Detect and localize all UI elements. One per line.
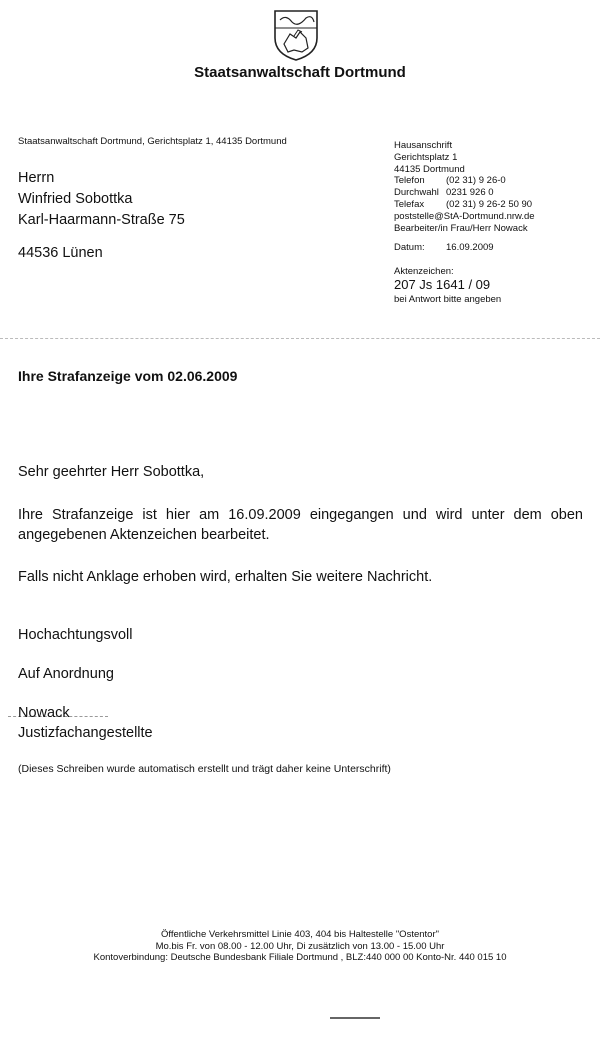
- file-number: 207 Js 1641 / 09: [394, 277, 491, 292]
- letter-order: Auf Anordnung: [18, 666, 114, 682]
- info-street: Gerichtsplatz 1: [394, 151, 458, 163]
- letter-date: [394, 242, 494, 253]
- signer-title: Justizfachangestellte: [18, 725, 153, 741]
- automatic-letter-note: (Dieses Schreiben wurde automatisch erstellt und trägt daher keine Unterschrift): [18, 763, 391, 775]
- sender-return-address: Staatsanwaltschaft Dortmund, Gerichtsplatz 1, 44135 Dortmund: [18, 136, 287, 147]
- organization-title: Staatsanwaltschaft Dortmund: [194, 64, 406, 81]
- divider: [0, 338, 600, 339]
- letter-greeting: Sehr geehrter Herr Sobottka,: [18, 464, 205, 480]
- recipient-city: 44536 Lünen: [18, 245, 103, 261]
- info-title: Hausanschrift: [394, 140, 453, 151]
- phone-label: Telefon: [394, 175, 425, 187]
- recipient-street: Karl-Haarmann-Straße 75: [18, 212, 185, 228]
- direct-label: Durchwahl: [394, 187, 439, 199]
- footer-transport: Öffentliche Verkehrsmittel Linie 403, 404 bis Haltestelle "Ostentor": [161, 929, 439, 940]
- letter-subject: Ihre Strafanzeige vom 02.06.2009: [18, 368, 238, 384]
- file-number-label: Aktenzeichen:: [394, 266, 454, 277]
- coat-of-arms-icon: [272, 8, 320, 62]
- info-city: 44135 Dortmund: [394, 163, 465, 175]
- file-number-note: bei Antwort bitte angeben: [394, 294, 502, 305]
- info-phone: [394, 175, 535, 187]
- signer-name: Nowack: [18, 705, 70, 721]
- letter-paragraph-2: Falls nicht Anklage erhoben wird, erhalten Sie weitere Nachricht.: [18, 569, 433, 585]
- fax-value: (02 31) 9 26-2 50 90: [446, 198, 533, 210]
- info-block: [394, 140, 535, 234]
- info-direct: [394, 187, 535, 199]
- info-fax: [394, 199, 535, 211]
- info-clerk: Bearbeiter/in Frau/Herr Nowack: [394, 222, 528, 234]
- recipient-address: [18, 168, 185, 231]
- date-value: 16.09.2009: [446, 242, 494, 253]
- letter-closing: Hochachtungsvoll: [18, 627, 133, 643]
- recipient-name: Winfried Sobottka: [18, 191, 133, 207]
- info-email: poststelle@StA-Dortmund.nrw.de: [394, 210, 535, 222]
- date-label: Datum:: [394, 242, 425, 253]
- phone-value: (02 31) 9 26-0: [446, 175, 506, 187]
- footer-hours: Mo.bis Fr. von 08.00 - 12.00 Uhr, Di zusätzlich von 13.00 - 15.00 Uhr: [155, 940, 445, 952]
- footer-mark: [330, 1017, 380, 1019]
- footer-bank: Kontoverbindung: Deutsche Bundesbank Filiale Dortmund , BLZ:440 000 00 Konto-Nr. 440 015 10: [93, 952, 507, 963]
- recipient-salutation: Herrn: [18, 170, 55, 186]
- fax-label: Telefax: [394, 198, 425, 210]
- direct-value: 0231 926 0: [446, 187, 494, 199]
- footer: [0, 929, 600, 964]
- letter-paragraph-1: Ihre Strafanzeige ist hier am 16.09.2009 eingegangen und wird unter dem oben angegebenen Aktenzeichen bearbeitet.: [18, 507, 583, 543]
